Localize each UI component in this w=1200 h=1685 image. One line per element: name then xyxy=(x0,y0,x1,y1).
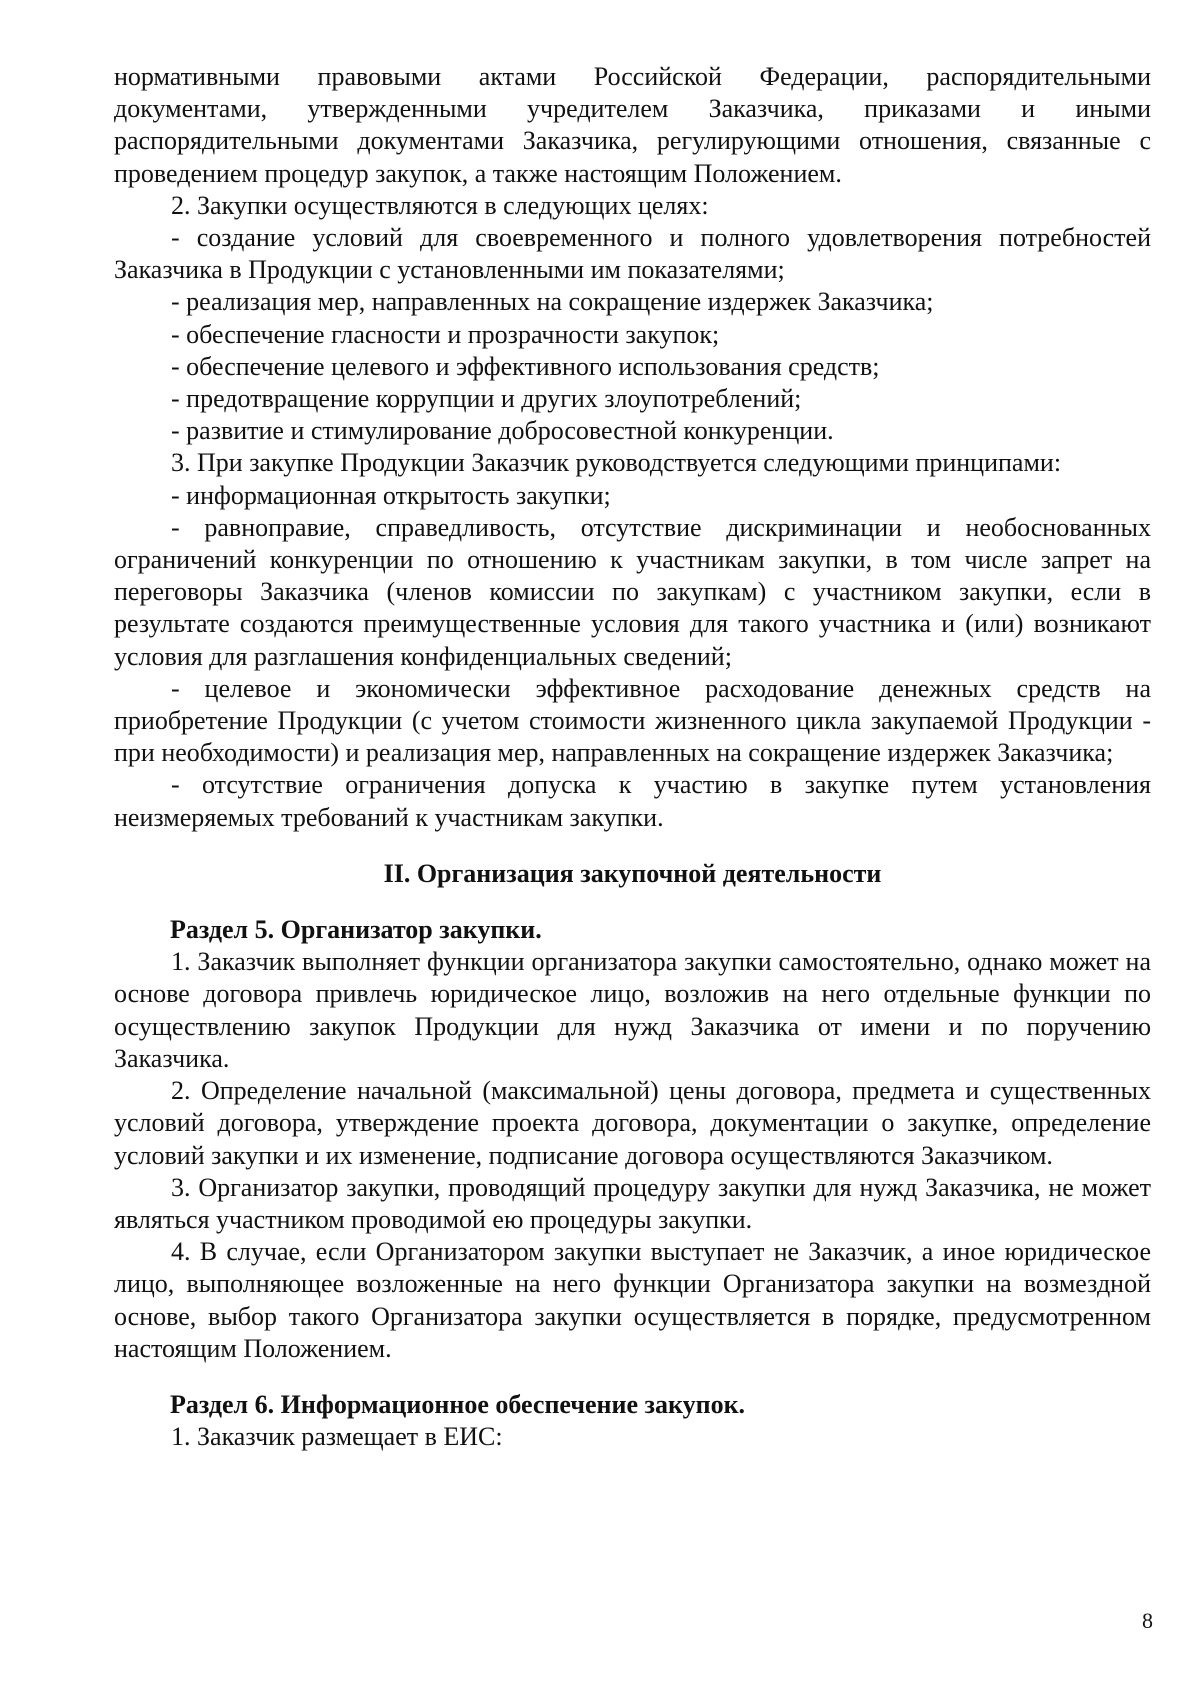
paragraph: 1. Заказчик выполняет функции организатора закупки самостоятельно, однако может на основе договора привлечь юридическое лицо, возложив на него отдельные функции по осуществлению закупок Продукции для нужд Заказчика от имени и по поручению Заказчика. xyxy=(114,947,1151,1073)
list-item: - обеспечение целевого и эффективного использования средств; xyxy=(171,351,880,381)
paragraph: 2. Определение начальной (максимальной) цены договора, предмета и существенных условий договора, утверждение проекта договора, документации о закупке, определение условий закупки и их изменение, подписание договора осуществляются Заказчиком. xyxy=(114,1076,1151,1170)
document-body xyxy=(114,61,1151,1453)
section-6-heading: Раздел 6. Информационное обеспечение закупок. xyxy=(170,1389,746,1419)
list-item: - создание условий для своевременного и полного удовлетворения потребностей Заказчика в Продукции с установленными им показателями; xyxy=(114,223,1151,285)
paragraph: 1. Заказчик размещает в ЕИС: xyxy=(171,1422,503,1452)
list-item: - целевое и экономически эффективное расходование денежных средств на приобретение Продукции (с учетом стоимости жизненного цикла закупаемой Продукции - при необходимости) и реализация мер, направленных на сокращение издержек Заказчика; xyxy=(114,673,1151,768)
list-item: - обеспечение гласности и прозрачности закупок; xyxy=(171,319,720,349)
list-item: - развитие и стимулирование добросовестной конкуренции. xyxy=(171,416,834,446)
paragraph: 3. При закупке Продукции Заказчик руководствуется следующими принципами: xyxy=(171,448,1062,478)
list-item: - информационная открытость закупки; xyxy=(171,480,611,510)
list-item: - реализация мер, направленных на сокращение издержек Заказчика; xyxy=(171,287,934,317)
paragraph: 2. Закупки осуществляются в следующих целях: xyxy=(171,190,709,220)
section-5-heading: Раздел 5. Организатор закупки. xyxy=(170,915,542,945)
paragraph: нормативными правовыми актами Российской Федерации, распорядительными документами, утвержденными учредителем Заказчика, приказами и иными распорядительными документами Заказчика, регулирующими отношения, связанные с проведением процедур закупок, а также настоящим Положением. xyxy=(114,62,1151,188)
part-heading: II. Организация закупочной деятельности xyxy=(383,858,882,888)
page-number: 8 xyxy=(1142,1608,1153,1633)
list-item: - предотвращение коррупции и других злоупотреблений; xyxy=(171,384,802,414)
list-item: - равноправие, справедливость, отсутствие дискриминации и необоснованных ограничений конкуренции по отношению к участникам закупки, в том числе запрет на переговоры Заказчика (членов комиссии по закупкам) с участником закупки, если в результате создаются преимущественные условия для такого участника и (или) возникают условия для разглашения конфиденциальных сведений; xyxy=(114,512,1151,671)
paragraph: 4. В случае, если Организатором закупки выступает не Заказчик, а иное юридическое лицо, выполняющее возложенные на него функции Организатора закупки на возмездной основе, выбор такого Организатора закупки осуществляется в порядке, предусмотренном настоящим Положением. xyxy=(114,1237,1151,1363)
paragraph: 3. Организатор закупки, проводящий процедуру закупки для нужд Заказчика, не может являться участником проводимой ею процедуры закупки. xyxy=(114,1172,1151,1234)
list-item: - отсутствие ограничения допуска к участию в закупке путем установления неизмеряемых требований к участникам закупки. xyxy=(114,770,1151,832)
